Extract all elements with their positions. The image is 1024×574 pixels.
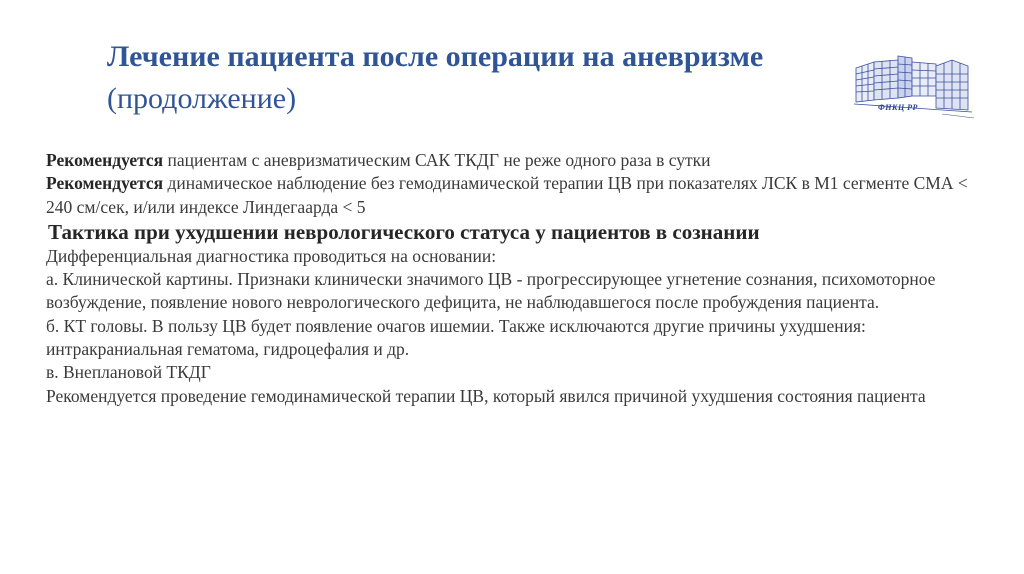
list-item-a: а. Клинической картины. Признаки клинически значимого ЦВ - прогрессирующее угнетение сознания, психомоторное возбуждение, появление нового неврологического дефицита, не наблюдавшегося после пробуждения пациента.: [46, 269, 936, 313]
logo-caption: ФНКЦ РР: [878, 103, 918, 112]
recommendation-2: [46, 172, 986, 219]
slide-title-bold: Лечение пациента после операции на аневризме: [107, 40, 764, 73]
recommendation-1-label: Рекомендуется: [46, 150, 164, 170]
final-recommendation: Рекомендуется проведение гемодинамической терапии ЦВ, который явился причиной ухудшения состояния пациента: [46, 385, 926, 406]
slide-content: [46, 149, 986, 408]
list-item-b: б. КТ головы. В пользу ЦВ будет появление очагов ишемии. Также исключаются другие причины ухудшения: интракраниальная гематома, гидроцефалия и др.: [46, 315, 866, 360]
recommendation-2-text: динамическое наблюдение без гемодинамической терапии ЦВ при показателях ЛСК в M1 сегменте СМА < 240 см/сек, и/или индексе Линдегаарда < 5: [46, 173, 968, 217]
diff-diagnosis-intro: Дифференциальная диагностика проводиться на основании:: [46, 245, 497, 266]
section-heading: Тактика при ухудшении неврологического статуса у пациентов в сознании: [48, 219, 760, 244]
recommendation-2-label: Рекомендуется: [46, 173, 164, 194]
slide-title: [107, 36, 827, 120]
slide-title-normal: (продолжение): [107, 82, 297, 115]
recommendation-1-text: пациентам с аневризматическим САК ТКДГ не реже одного раза в сутки: [163, 150, 711, 170]
list-item-c: в. Внеплановой ТКДГ: [46, 362, 211, 383]
recommendation-1: [46, 149, 986, 172]
building-logo-icon: [852, 52, 982, 134]
